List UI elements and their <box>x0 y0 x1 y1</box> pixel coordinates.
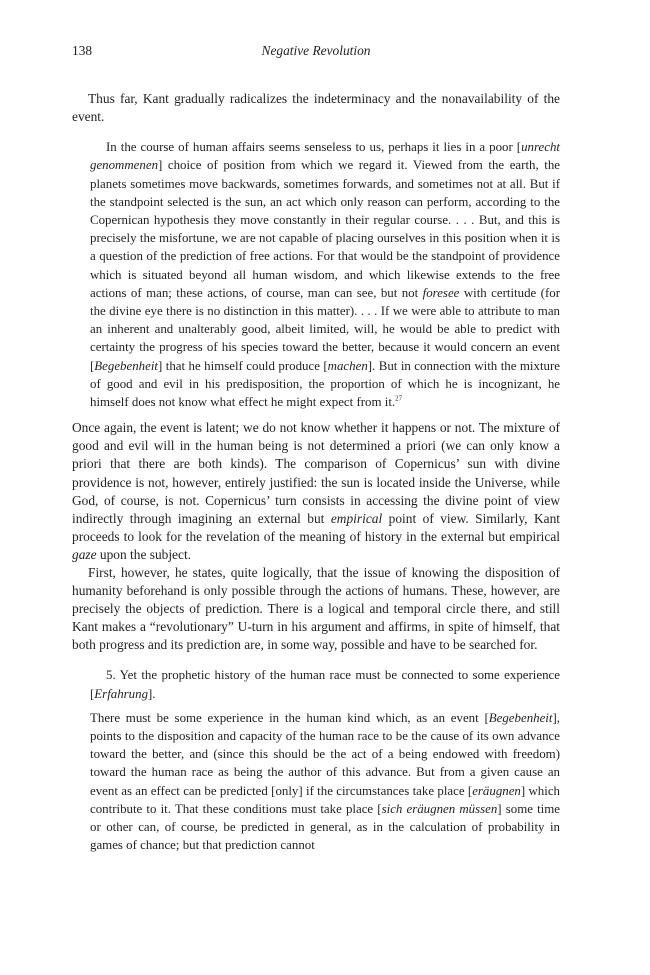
block-quote-heading: 5. Yet the prophetic history of the human race must be connected to some experience [Erfahrung]. <box>90 668 560 701</box>
block-quote-copernicus: In the course of human affairs seems senseless to us, perhaps it lies in a poor [unrecht genommenen] choice of position from which we regard it. Viewed from the earth, the planets sometimes move backwards, sometimes forwards, and sometimes not at all. But if the standpoint selected is the sun, an act which only reason can perform, according to the Copernican hypothesis they move constantly in their regular course. . . . But, and this is precisely the misfortune, we are not capable of placing ourselves in this position when it is a question of the prediction of free actions. For that would be the standpoint of providence which is situated beyond all human wisdom, and which likewise extends to the free actions of man; these actions, of course, man can see, but not foresee with certitude (for the divine eye there is no distinction in this matter). . . . If we were able to attribute to man an inherent and unalterably good, albeit limited, will, he would be able to predict with certainty the progress of his species toward the better, because it would concern an event [Begebenheit] that he himself could produce [machen]. But in connection with the mixture of good and evil in his predisposition, the proportion of which he is incognizant, he himself does not know what effect he might expect from it.$^{27}$ <box>90 140 560 410</box>
page-number: 138 <box>72 43 93 58</box>
block-quote-experience: There must be some experience in the human kind which, as an event [Begebenheit], points to the disposition and capacity of the human race to be the cause of its own advance toward the better, and (since this should be the act of a being endowed with freedom) toward the human race as being the author of this advance. But from a given cause an event as an effect can be predicted [only] if the circumstances take place [eräugnen] which contribute to it. That these conditions must take place [sich eräugnen müssen] some time or other can, of course, be predicted in general, as in the calculation of probability in games of chance; but that prediction cannot <box>90 710 560 853</box>
footnote-marker: 27 <box>395 394 403 403</box>
book-page <box>72 42 560 854</box>
paragraph-intro: Thus far, Kant gradually radicalizes the indeterminacy and the nonavailability of the event. <box>72 91 560 125</box>
running-title: Negative Revolution <box>261 43 371 58</box>
paragraph-event-latent: Once again, the event is latent; we do not know whether it happens or not. The mixture of good and evil will in the human being is not determined a priori (we can only know a priori that there are both kinds). The comparison of Copernicus’ sun with divine providence is not, however, entirely justified: the sun is located inside the Universe, while God, of course, is not. Copernicus’ turn consists in accessing the divine point of view indirectly through imagining an external but empirical point of view. Similarly, Kant proceeds to look for the revelation of the meaning of history in the external but empirical gaze upon the subject. <box>72 420 560 562</box>
page-header <box>72 42 560 62</box>
paragraph-prediction: First, however, he states, quite logically, that the issue of knowing the disposition of humanity beforehand is only possible through the actions of humans. These, however, are precisely the objects of prediction. There is a logical and temporal circle there, and still Kant makes a “revolutionary” U-turn in his argument and affirms, in spite of himself, that both progress and its prediction are, in some way, possible and have to be searched for. <box>72 564 560 653</box>
